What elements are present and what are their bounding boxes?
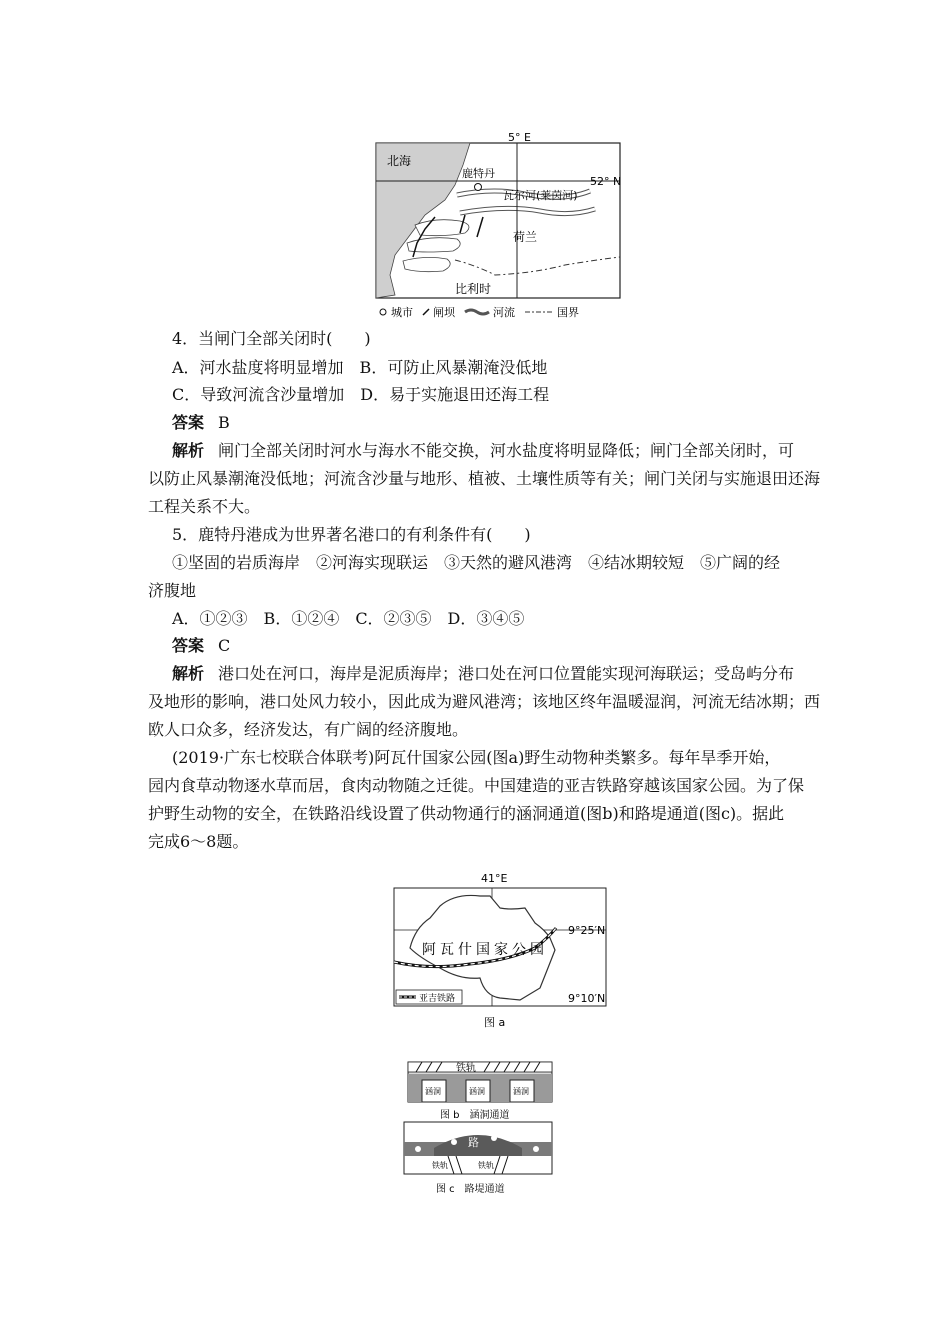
map1-river-label: 瓦尔河(莱茵河) [503, 189, 578, 202]
rotterdam-map [365, 125, 635, 325]
map1-legend-border: 国界 [557, 306, 579, 319]
q4-stem: 4．当闸门全部关闭时( ) [172, 329, 371, 348]
q5-answer [172, 635, 950, 657]
fig-b-caption: 图 b 涵洞通道 [440, 1110, 510, 1120]
q4-answer [172, 412, 950, 434]
q4-options-cd: C．导致河流含沙量增加 D．易于实施退田还海工程 [172, 385, 550, 404]
q4-analysis-label: 解析 [172, 441, 205, 460]
intro-line-3: 护野生动物的安全，在铁路沿线设置了供动物通行的涵洞通道(图b)和路堤通道(图c)。据此 [148, 804, 785, 823]
map1-legend-city: 城市 [391, 306, 413, 319]
map1-country-netherlands: 荷兰 [513, 230, 538, 244]
q5-analysis-line-3: 欧人口众多，经济发达，有广阔的经济腹地。 [148, 720, 469, 739]
map1-legend-river: 河流 [493, 306, 515, 319]
q4-analysis-line-2: 以防止风暴潮淹没低地；河流含沙量与地形、植被、土壤性质等有关；闸门关闭与实施退田还海 [148, 469, 821, 488]
q5-items-line-2: 济腹地 [148, 581, 197, 600]
fig-c-caption: 图 c 路堤通道 [436, 1184, 505, 1195]
q4-analysis-line-1 [172, 440, 950, 462]
fig-a-meridian: 41°E [481, 872, 508, 885]
fig-c-track-label-2: 铁轨 [478, 1161, 494, 1170]
q5-answer-label: 答案 [172, 636, 205, 655]
figure-c-embankment [398, 1118, 558, 1200]
q5-stem: 5．鹿特丹港成为世界著名港口的有利条件有( ) [172, 525, 531, 544]
q4-answer-label: 答案 [172, 413, 205, 432]
intro-line-4: 完成6～8题。 [148, 832, 249, 851]
q5-items-line-1: ①坚固的岩质海岸 ②河海实现联运 ③天然的避风港湾 ④结冰期较短 ⑤广阔的经 [172, 553, 781, 572]
fig-a-caption: 图 a [484, 1016, 506, 1029]
q5-analysis-text-1: 港口处在河口，海岸是泥质海岸；港口处在河口位置能实现河海联运；受岛屿分布 [218, 664, 795, 683]
fig-a-lat-bottom: 9°10′N [568, 992, 606, 1005]
fig-b-culvert-label-1: 涵洞 [425, 1087, 441, 1096]
q5-analysis-line-1 [172, 663, 950, 685]
map1-meridian: 5° E [508, 131, 531, 144]
q4-options-ab: A．河水盐度将明显增加 B．可防止风暴潮淹没低地 [172, 358, 548, 377]
fig-c-road-label: 路 [468, 1136, 479, 1149]
map1-legend-dam: 闸坝 [433, 306, 455, 319]
fig-a-legend-railway: 亚吉铁路 [419, 994, 456, 1004]
fig-a-park-label: 阿瓦什国家公园 [422, 942, 548, 958]
map1-country-belgium: 比利时 [455, 282, 492, 296]
fig-b-culvert-label-3: 涵洞 [513, 1087, 529, 1096]
q5-analysis-line-2: 及地形的影响，港口处风力较小，因此成为避风港湾；该地区终年温暖湿润，河流无结冰期；西 [148, 692, 821, 711]
figure-b-culvert [400, 1060, 560, 1120]
map1-parallel: 52° N [590, 175, 622, 188]
intro-line-2: 园内食草动物逐水草而居，食肉动物随之迁徙。中国建造的亚吉铁路穿越该国家公园。为了保 [148, 776, 805, 795]
q4-analysis-text-1: 闸门全部关闭时河水与海水不能交换，河水盐度将明显降低；闸门全部关闭时，可 [218, 441, 795, 460]
fig-c-track-label-1: 铁轨 [432, 1161, 448, 1170]
fig-b-culvert-label-2: 涵洞 [469, 1087, 485, 1096]
q4-answer-value: B [218, 413, 230, 432]
q5-options: A．①②③ B．①②④ C．②③⑤ D．③④⑤ [172, 609, 525, 628]
fig-a-lat-top: 9°25′N [568, 924, 606, 937]
map1-city-label: 鹿特丹 [462, 167, 495, 180]
q4-analysis-line-3: 工程关系不大。 [148, 497, 261, 516]
fig-b-track-label: 铁轨 [456, 1063, 476, 1074]
map1-sea-label: 北海 [387, 154, 412, 168]
figure-a-park-map [380, 868, 620, 1058]
intro-line-1: (2019·广东七校联合体联考)阿瓦什国家公园(图a)野生动物种类繁多。每年旱季开始， [172, 748, 781, 767]
q5-analysis-label: 解析 [172, 664, 205, 683]
q5-answer-value: C [218, 636, 231, 655]
